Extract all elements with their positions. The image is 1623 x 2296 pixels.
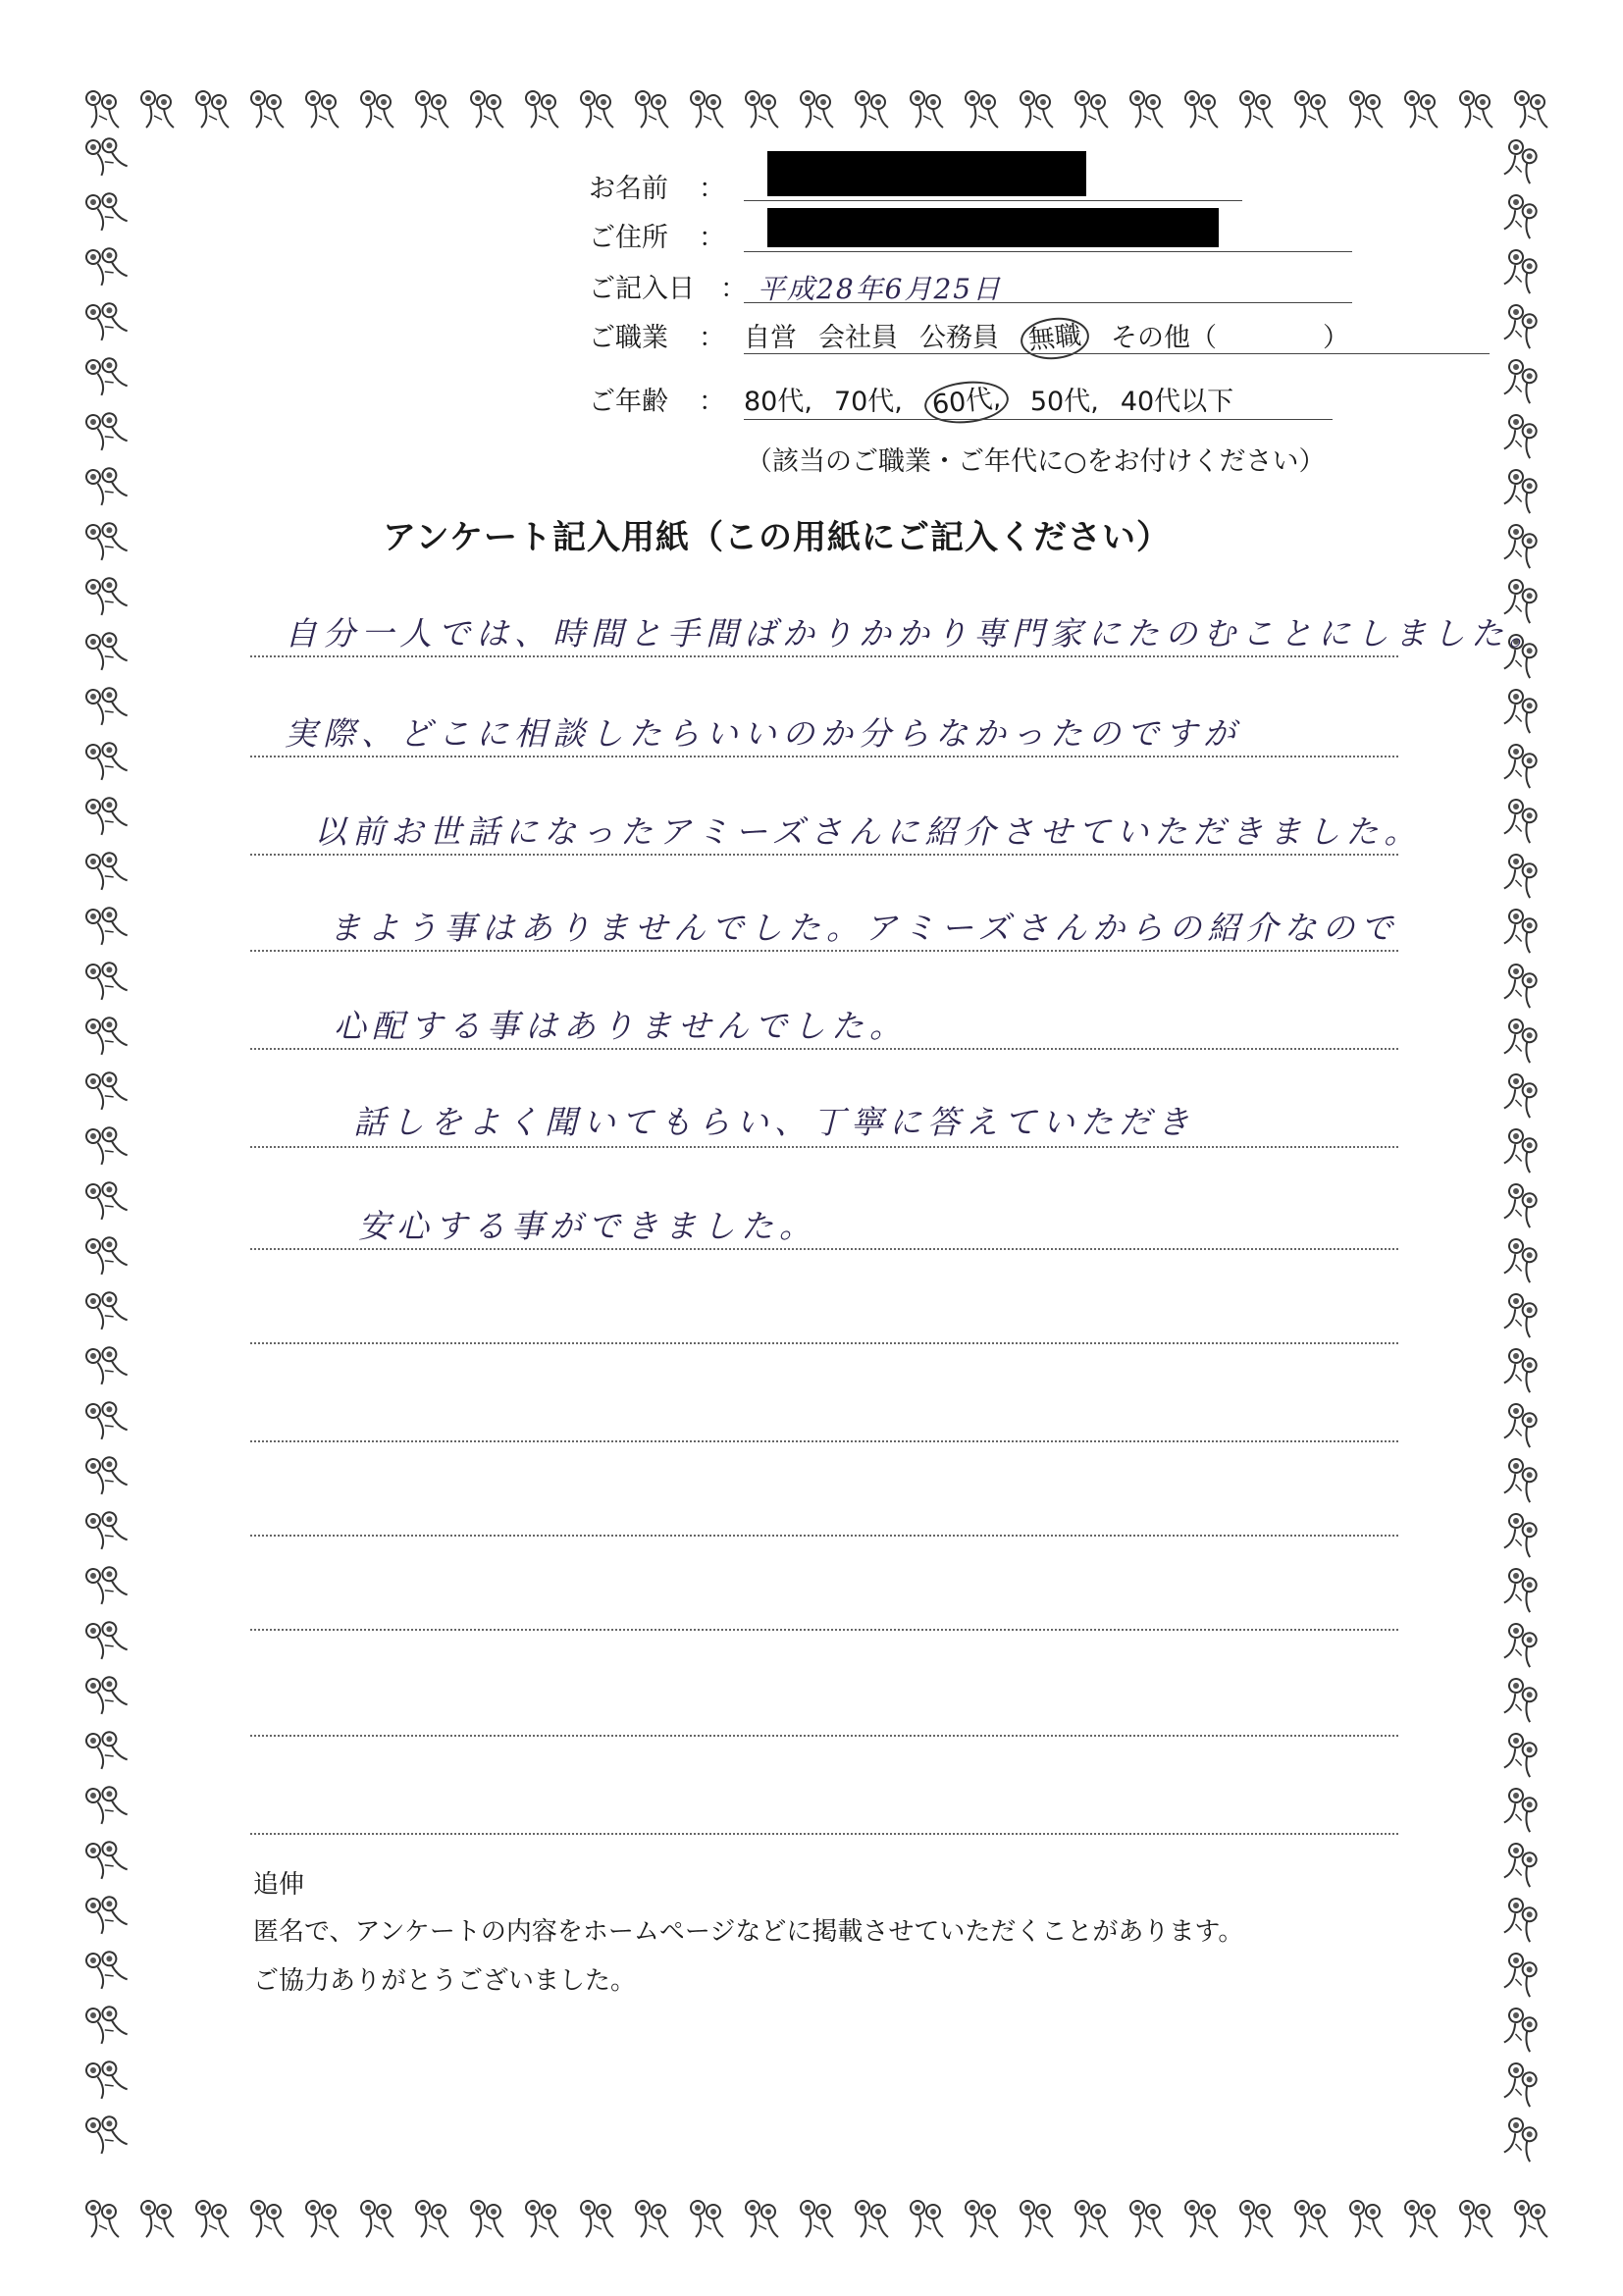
- flower-ornament: [1295, 2201, 1328, 2237]
- flower-ornament: [746, 2201, 778, 2237]
- flower-ornament: [581, 91, 613, 128]
- ruled-line: [250, 756, 1398, 757]
- occupation-option-selected: 無職: [1019, 314, 1091, 362]
- flower-ornament: [84, 1946, 128, 1991]
- flower-ornament: [84, 187, 128, 233]
- thanks-message: ご協力ありがとうございました。: [253, 1966, 637, 1996]
- flower-ornament: [196, 91, 229, 128]
- handwritten-line: 以前お世話になったアミーズさんに紹介させていただきました。: [314, 812, 1423, 851]
- flower-ornament: [691, 2201, 723, 2237]
- flower-ornament: [1499, 1622, 1543, 1667]
- flower-ornament: [746, 91, 778, 128]
- occupation-option: 公務員: [919, 323, 999, 353]
- flower-ornament: [1499, 1952, 1543, 1997]
- flower-ornament: [84, 737, 128, 782]
- ruled-line: [250, 1248, 1398, 1250]
- ruled-line: [250, 1535, 1398, 1537]
- flower-ornament: [1350, 2201, 1383, 2237]
- flower-ornament: [84, 572, 128, 617]
- flower-ornament: [1499, 1347, 1543, 1392]
- name-colon: ：: [699, 174, 725, 204]
- flower-ornament: [84, 1781, 128, 1826]
- ruled-line: [250, 655, 1398, 657]
- flower-ornament: [1499, 1897, 1543, 1942]
- flower-ornament: [1021, 2201, 1053, 2237]
- flower-ornament: [84, 2056, 128, 2101]
- flower-ornament: [416, 2201, 448, 2237]
- flower-ornament: [84, 682, 128, 727]
- flower-ornament: [1405, 91, 1438, 128]
- handwritten-line: 心配する事はありませんでした。: [334, 1007, 908, 1045]
- flower-ornament: [1499, 1402, 1543, 1447]
- flower-ornament: [1499, 1072, 1543, 1118]
- occupation-option: 自営: [744, 323, 797, 353]
- address-label: ご住所: [589, 223, 668, 253]
- age-label: ご年齢: [589, 387, 668, 417]
- age-option: 70代,: [833, 387, 903, 417]
- ruled-line: [250, 950, 1398, 952]
- ruled-line: [250, 1735, 1398, 1737]
- handwritten-line: まよう事はありませんでした。アミーズさんからの紹介なので: [329, 909, 1399, 947]
- occupation-option: その他（ ）: [1111, 323, 1349, 353]
- flower-ornament: [1499, 2116, 1543, 2162]
- flower-ornament: [361, 91, 393, 128]
- flower-ornament: [84, 2001, 128, 2046]
- flower-ornament: [1075, 91, 1108, 128]
- flower-ornament: [1295, 91, 1328, 128]
- flower-ornament: [84, 352, 128, 397]
- flower-ornament: [84, 1726, 128, 1771]
- publication-notice: 匿名で、アンケートの内容をホームページなどに掲載させていただくことがあります。: [253, 1917, 1244, 1947]
- flower-ornament: [1499, 1457, 1543, 1502]
- flower-ornament: [86, 91, 119, 128]
- flower-ornament: [306, 91, 339, 128]
- flower-ornament: [1185, 2201, 1218, 2237]
- ruled-line: [250, 854, 1398, 856]
- flower-ornament: [141, 2201, 174, 2237]
- flower-ornament: [84, 1176, 128, 1222]
- flower-ornament: [84, 902, 128, 947]
- flower-ornament: [84, 462, 128, 507]
- flower-ornament: [84, 2111, 128, 2156]
- age-option-selected: 60代,: [922, 378, 1011, 428]
- flower-ornament: [1350, 91, 1383, 128]
- flower-ornament: [84, 1561, 128, 1606]
- flower-ornament: [1499, 853, 1543, 898]
- flower-ornament: [1499, 1732, 1543, 1777]
- flower-ornament: [1240, 91, 1273, 128]
- flower-ornament: [1499, 1677, 1543, 1722]
- flower-ornament: [84, 1012, 128, 1057]
- flower-ornament: [526, 91, 558, 128]
- flower-ornament: [84, 132, 128, 178]
- selection-hint: （該当のご職業・ご年代に○をお付けください）: [746, 446, 1326, 477]
- flower-ornament: [84, 1122, 128, 1167]
- flower-ornament: [1499, 1842, 1543, 1887]
- handwritten-line: 自分一人では、時間と手間ばかりかかり専門家にたのむことにしました。: [285, 614, 1547, 652]
- flower-ornament: [1021, 91, 1053, 128]
- flower-ornament: [1499, 963, 1543, 1008]
- ruled-line: [250, 1833, 1398, 1835]
- flower-ornament: [856, 91, 888, 128]
- flower-ornament: [1405, 2201, 1438, 2237]
- flower-ornament: [84, 792, 128, 837]
- flower-ornament: [966, 91, 998, 128]
- flower-ornament: [1460, 91, 1492, 128]
- flower-ornament: [526, 2201, 558, 2237]
- flower-ornament: [1499, 1512, 1543, 1557]
- occupation-underline: [744, 353, 1490, 354]
- flower-ornament: [1499, 303, 1543, 348]
- flower-ornament: [911, 2201, 943, 2237]
- flower-ornament: [1515, 2201, 1547, 2237]
- flower-ornament: [1499, 1292, 1543, 1337]
- flower-ornament: [1499, 1237, 1543, 1282]
- flower-ornament: [801, 91, 833, 128]
- ruled-line: [250, 1440, 1398, 1442]
- address-redaction: [767, 208, 1219, 247]
- flower-ornament: [416, 91, 448, 128]
- flower-ornament: [691, 91, 723, 128]
- flower-ornament: [1515, 91, 1547, 128]
- age-option: 40代以下: [1120, 387, 1234, 417]
- date-colon: ：: [720, 274, 747, 304]
- flower-ornament: [1075, 2201, 1108, 2237]
- flower-ornament: [1499, 2061, 1543, 2107]
- flower-ornament: [141, 91, 174, 128]
- flower-ornament: [84, 407, 128, 452]
- ruled-line: [250, 1048, 1398, 1050]
- page-title: アンケート記入用紙（この用紙にご記入ください）: [383, 518, 1171, 557]
- flower-ornament: [84, 1231, 128, 1277]
- flower-ornament: [84, 957, 128, 1002]
- flower-ornament: [84, 517, 128, 562]
- date-label: ご記入日: [589, 274, 695, 304]
- flower-ornament: [251, 91, 284, 128]
- date-value: 平成28年6月25日: [758, 273, 1003, 305]
- flower-ornament: [84, 1067, 128, 1112]
- flower-ornament: [1499, 413, 1543, 458]
- name-redaction: [767, 151, 1086, 196]
- flower-ornament: [1499, 1182, 1543, 1227]
- flower-ornament: [251, 2201, 284, 2237]
- flower-ornament: [86, 2201, 119, 2237]
- flower-ornament: [471, 91, 503, 128]
- occupation-colon: ：: [699, 323, 725, 353]
- flower-ornament: [1499, 468, 1543, 513]
- flower-ornament: [856, 2201, 888, 2237]
- date-underline: [744, 302, 1352, 303]
- ruled-line: [250, 1629, 1398, 1631]
- flower-ornament: [1499, 743, 1543, 788]
- handwritten-line: 話しをよく聞いてもらい、丁寧に答えていただき: [353, 1103, 1195, 1141]
- flower-ornament: [1499, 798, 1543, 843]
- flower-ornament: [581, 2201, 613, 2237]
- handwritten-line: 安心する事ができました。: [358, 1207, 817, 1245]
- flower-ornament: [361, 2201, 393, 2237]
- flower-ornament: [1499, 523, 1543, 568]
- flower-ornament: [306, 2201, 339, 2237]
- age-option: 50代,: [1029, 387, 1099, 417]
- flower-ornament: [1499, 358, 1543, 403]
- flower-ornament: [84, 1836, 128, 1881]
- flower-ornament: [84, 242, 128, 287]
- flower-ornament: [636, 91, 668, 128]
- flower-ornament: [196, 2201, 229, 2237]
- flower-ornament: [1499, 908, 1543, 953]
- flower-ornament: [84, 297, 128, 342]
- flower-ornament: [1499, 1567, 1543, 1612]
- flower-ornament: [801, 2201, 833, 2237]
- age-option: 80代,: [744, 387, 812, 417]
- flower-ornament: [1499, 248, 1543, 293]
- flower-ornament: [1460, 2201, 1492, 2237]
- flower-ornament: [1499, 2007, 1543, 2052]
- name-label: お名前: [589, 174, 668, 204]
- address-underline: [744, 251, 1352, 252]
- flower-ornament: [911, 91, 943, 128]
- flower-ornament: [84, 1396, 128, 1441]
- occupation-option: 会社員: [818, 323, 898, 353]
- ruled-line: [250, 1146, 1398, 1148]
- flower-ornament: [1499, 1787, 1543, 1832]
- age-colon: ：: [699, 387, 725, 417]
- flower-ornament: [84, 1891, 128, 1936]
- flower-ornament: [1499, 1127, 1543, 1173]
- flower-ornament: [1499, 193, 1543, 238]
- occupation-options: [744, 314, 1371, 363]
- flower-ornament: [966, 2201, 998, 2237]
- flower-ornament: [84, 1671, 128, 1716]
- occupation-label: ご職業: [589, 323, 668, 353]
- flower-ornament: [1130, 91, 1163, 128]
- handwritten-line: 実際、どこに相談したらいいのか分らなかったのですが: [285, 714, 1241, 753]
- ruled-line: [250, 1342, 1398, 1344]
- name-underline: [744, 200, 1242, 201]
- flower-ornament: [84, 1506, 128, 1551]
- flower-ornament: [471, 2201, 503, 2237]
- flower-ornament: [1499, 138, 1543, 183]
- age-underline: [744, 419, 1333, 420]
- flower-ornament: [1499, 688, 1543, 733]
- flower-ornament: [1499, 1018, 1543, 1063]
- flower-ornament: [84, 1616, 128, 1661]
- flower-ornament: [84, 1341, 128, 1386]
- flower-ornament: [1240, 2201, 1273, 2237]
- flower-ornament: [1130, 2201, 1163, 2237]
- flower-ornament: [84, 627, 128, 672]
- postscript-label: 追伸: [253, 1870, 305, 1900]
- flower-ornament: [1185, 91, 1218, 128]
- flower-ornament: [636, 2201, 668, 2237]
- flower-ornament: [84, 1286, 128, 1331]
- flower-ornament: [84, 847, 128, 892]
- flower-ornament: [84, 1451, 128, 1496]
- address-colon: ：: [699, 223, 725, 253]
